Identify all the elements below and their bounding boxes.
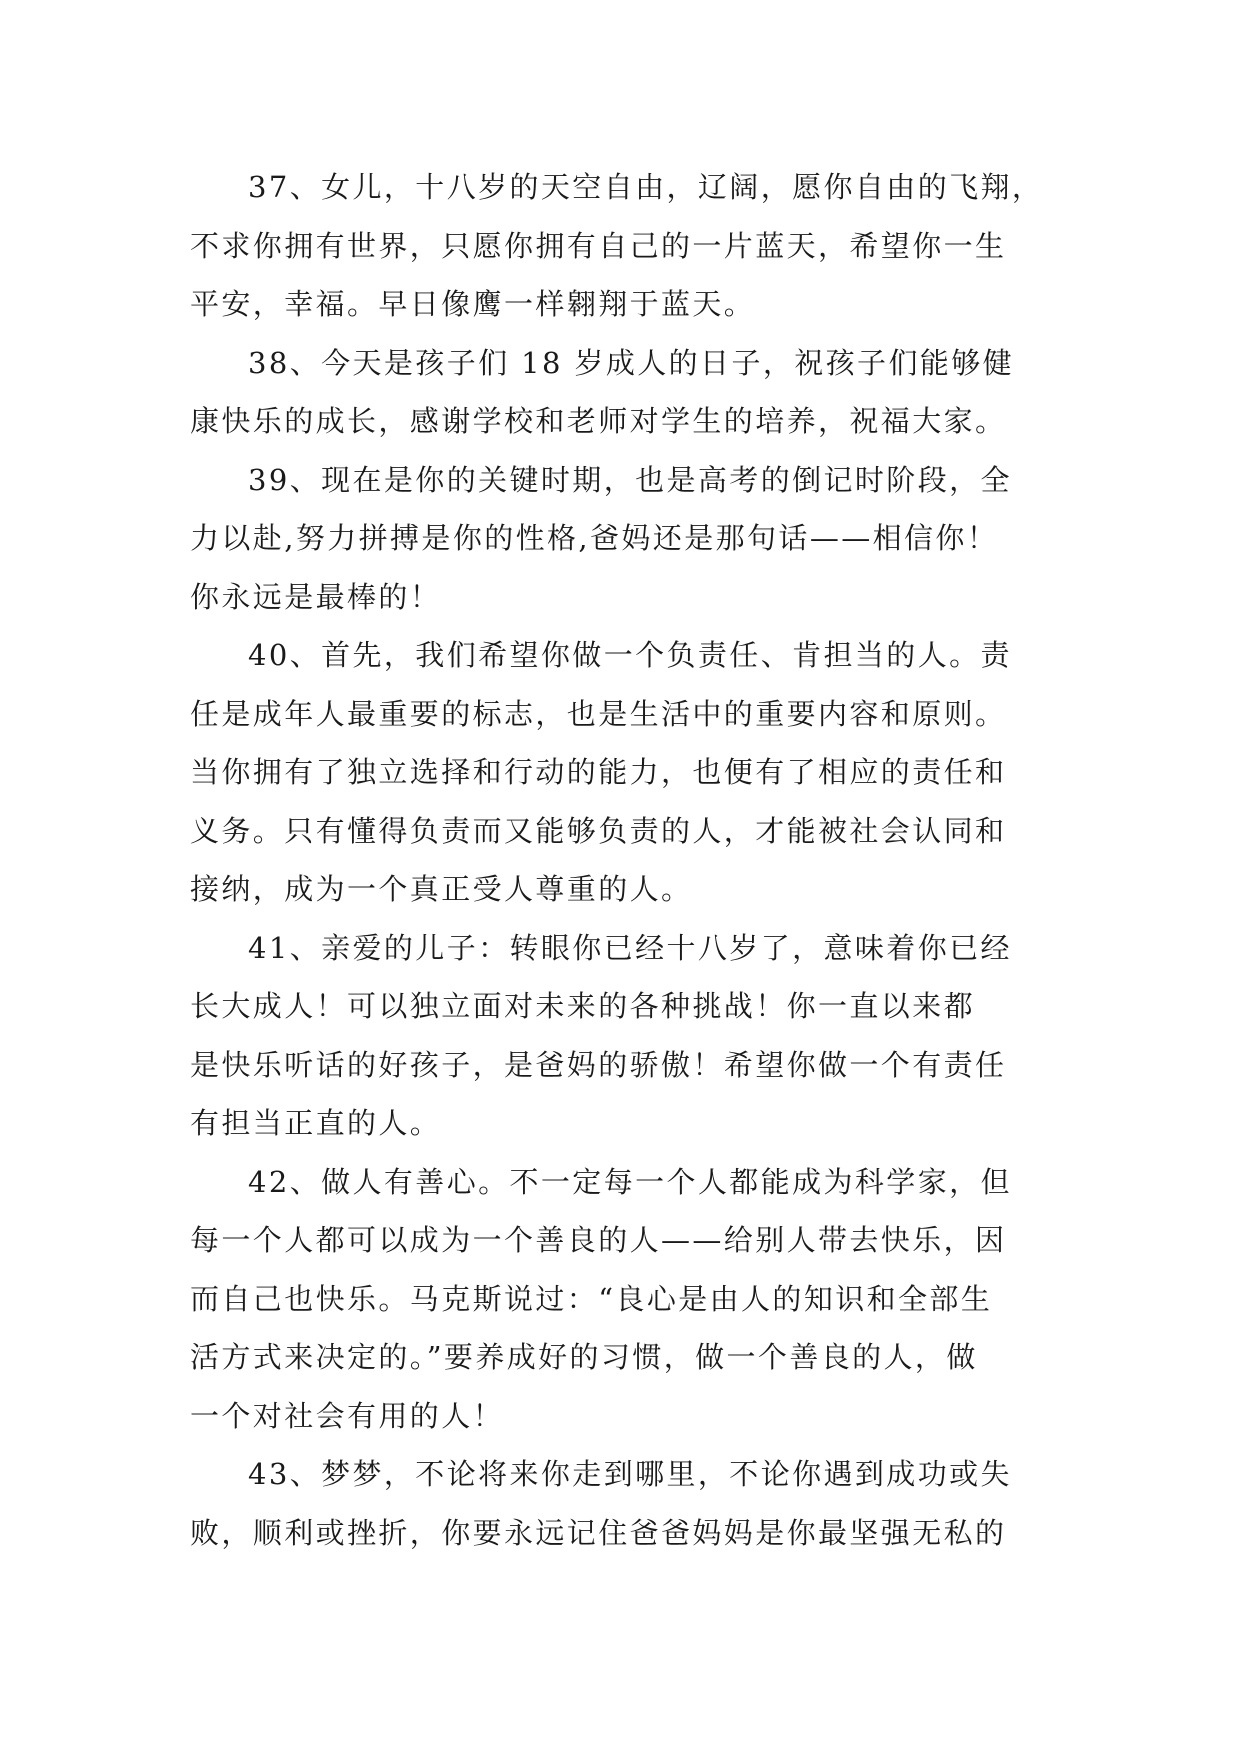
text-line: 41、亲爱的儿子：转眼你已经十八岁了，意味着你已经 [248, 930, 1012, 965]
text-line: 每一个人都可以成为一个善良的人——给别人带去快乐，因 [190, 1223, 1007, 1257]
text-line: 40、首先，我们希望你做一个负责任、肯担当的人。责 [248, 638, 1012, 672]
text-line: 不求你拥有世界，只愿你拥有自己的一片蓝天，希望你一生 [190, 228, 1007, 263]
paragraph-43 [190, 1445, 1070, 1562]
text-line: 38、今天是孩子们 18 岁成人的日子，祝孩子们能够健 [248, 345, 1015, 380]
document-body [190, 158, 1070, 1562]
paragraph-42 [190, 1153, 1070, 1446]
text-line: 接纳，成为一个真正受人尊重的人。 [190, 872, 693, 906]
paragraph-37 [190, 158, 1070, 334]
text-line: 42、做人有善心。不一定每一个人都能成为科学家，但 [248, 1164, 1012, 1199]
text-line: 37、女儿，十八岁的天空自由，辽阔，愿你自由的飞翔， [248, 170, 1044, 204]
text-line: 力以赴,努力拼搏是你的性格,爸妈还是那句话——相信你！ [190, 521, 999, 555]
text-line: 是快乐听话的好孩子，是爸妈的骄傲！希望你做一个有责任 [190, 1047, 1007, 1082]
paragraph-38 [190, 334, 1070, 451]
text-line: 败，顺利或挫折，你要永远记住爸爸妈妈是你最坚强无私的 [190, 1515, 1007, 1550]
text-line: 当你拥有了独立选择和行动的能力，也便有了相应的责任和 [190, 755, 1007, 789]
paragraph-40 [190, 626, 1070, 919]
text-line: 平安，幸福。早日像鹰一样翱翔于蓝天。 [190, 287, 756, 321]
text-line: 长大成人！可以独立面对未来的各种挑战！你一直以来都 [190, 989, 976, 1023]
text-line: 而自己也快乐。马克斯说过：“良心是由人的知识和全部生 [190, 1281, 993, 1316]
paragraph-39 [190, 451, 1070, 627]
text-line: 康快乐的成长，感谢学校和老师对学生的培养，祝福大家。 [190, 404, 1007, 438]
text-line: 义务。只有懂得负责而又能够负责的人，才能被社会认同和 [190, 813, 1007, 848]
text-line: 有担当正直的人。 [190, 1106, 442, 1140]
text-line: 你永远是最棒的！ [190, 579, 442, 614]
text-line: 活方式来决定的。”要养成好的习惯，做一个善良的人，做 [190, 1340, 978, 1374]
text-line: 任是成年人最重要的标志，也是生活中的重要内容和原则。 [190, 696, 1007, 731]
text-line: 一个对社会有用的人！ [190, 1398, 505, 1433]
text-line: 43、梦梦，不论将来你走到哪里，不论你遇到成功或失 [248, 1457, 1012, 1491]
text-line: 39、现在是你的关键时期，也是高考的倒记时阶段，全 [248, 462, 1012, 497]
paragraph-41 [190, 919, 1070, 1153]
